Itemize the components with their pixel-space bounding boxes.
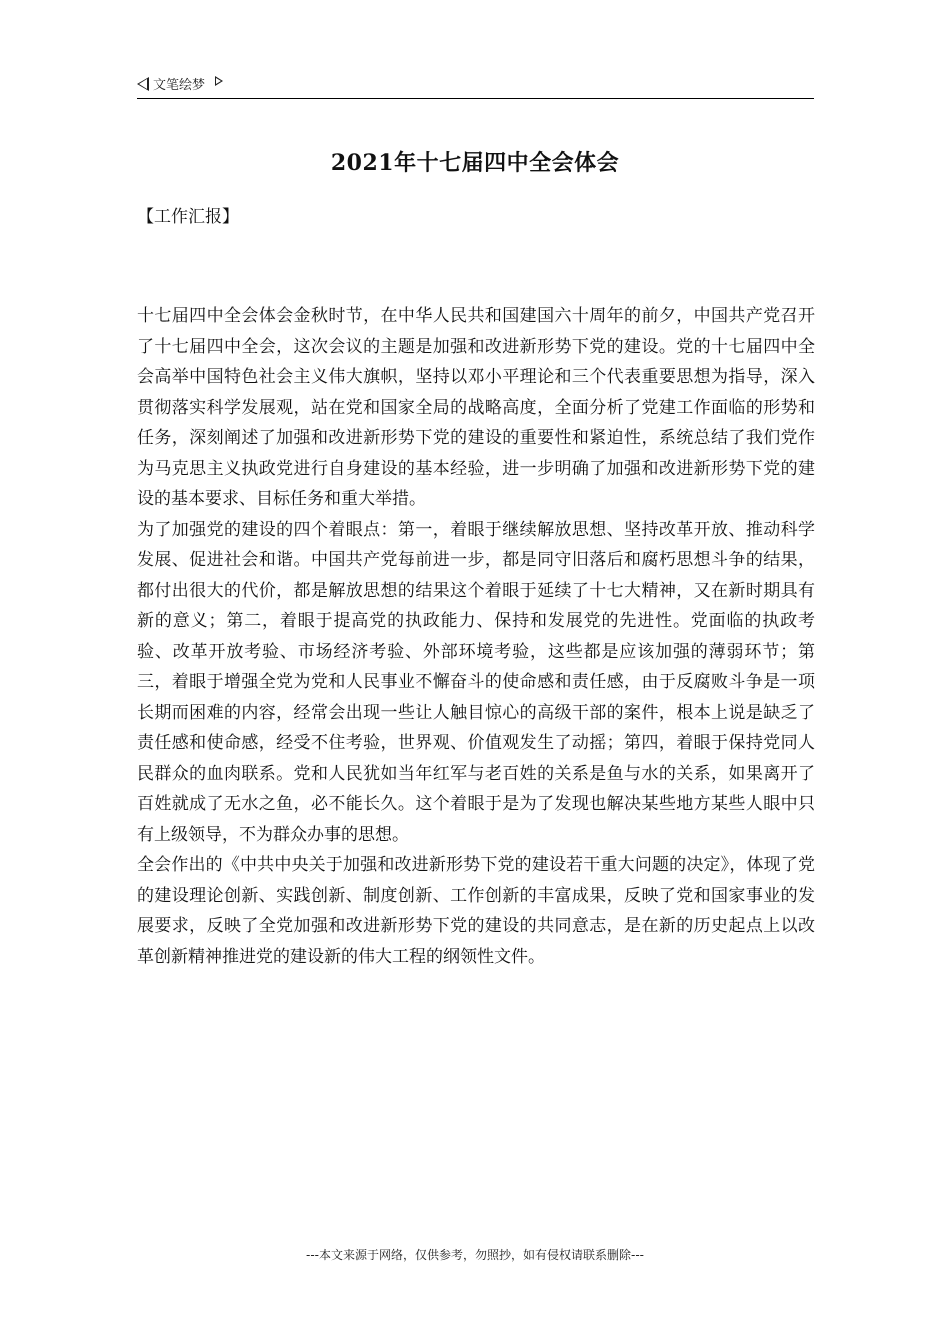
body-paragraph-1: 十七届四中全会体会金秋时节，在中华人民共和国建国六十周年的前夕，中国共产党召开了十七届四中全会，这次会议的主题是加强和改进新形势下党的建设。党的十七届四中全会高举中国特色社会主义伟大旗帜，坚持以邓小平理论和三个代表重要思想为指导，深入贯彻落实科学发展观，站在党和国家全局的战略高度，全面分析了党建工作面临的形势和任务，深刻阐述了加强和改进新形势下党的建设的重要性和紧迫性，系统总结了我们党作为马克思主义执政党进行自身建设的基本经验，进一步明确了加强和改进新形势下党的建设的基本要求、目标任务和重大举措。 (137, 306, 815, 509)
document-body (137, 301, 815, 972)
document-title: 2021年十七届四中全会体会 (330, 150, 620, 176)
page-header (137, 72, 814, 99)
footer-disclaimer: ---本文来源于网络，仅供参考，勿照抄，如有侵权请联系删除--- (306, 1248, 644, 1262)
body-paragraph-3: 全会作出的《中共中央关于加强和改进新形势下党的建设若干重大问题的决定》，体现了党的建设理论创新、实践创新、制度创新、工作创新的丰富成果，反映了党和国家事业的发展要求，反映了全党加强和改进新形势下党的建设的共同意志，是在新的历史起点上以改革创新精神推进党的建设新的伟大工程的纲领性文件。 (137, 855, 815, 967)
body-paragraph-2: 为了加强党的建设的四个着眼点：第一，着眼于继续解放思想、坚持改革开放、推动科学发展、促进社会和谐。中国共产党每前进一步，都是同守旧落后和腐朽思想斗争的结果，都付出很大的代价，都是解放思想的结果这个着眼于延续了十七大精神，又在新时期具有新的意义；第二，着眼于提高党的执政能力、保持和发展党的先进性。党面临的执政考验、改革开放考验、市场经济考验、外部环境考验，这些都是应该加强的薄弱环节；第三，着眼于增强全党为党和人民事业不懈奋斗的使命感和责任感，由于反腐败斗争是一项长期而困难的内容，经常会出现一些让人触目惊心的高级干部的案件，根本上说是缺乏了责任感和使命感，经受不住考验，世界观、价值观发生了动摇；第四，着眼于保持党同人民群众的血肉联系。党和人民犹如当年红军与老百姓的关系是鱼与水的关系，如果离开了百姓就成了无水之鱼，必不能长久。这个着眼于是为了发现也解决某些地方某些人眼中只有上级领导，不为群众办事的思想。 (137, 519, 815, 845)
brand-label: 文笔绘梦 (153, 78, 206, 93)
document-category: 【工作汇报】 (137, 207, 239, 227)
triangle-right-icon (215, 76, 223, 86)
header-brand (137, 74, 223, 93)
triangle-left-icon (137, 77, 149, 91)
